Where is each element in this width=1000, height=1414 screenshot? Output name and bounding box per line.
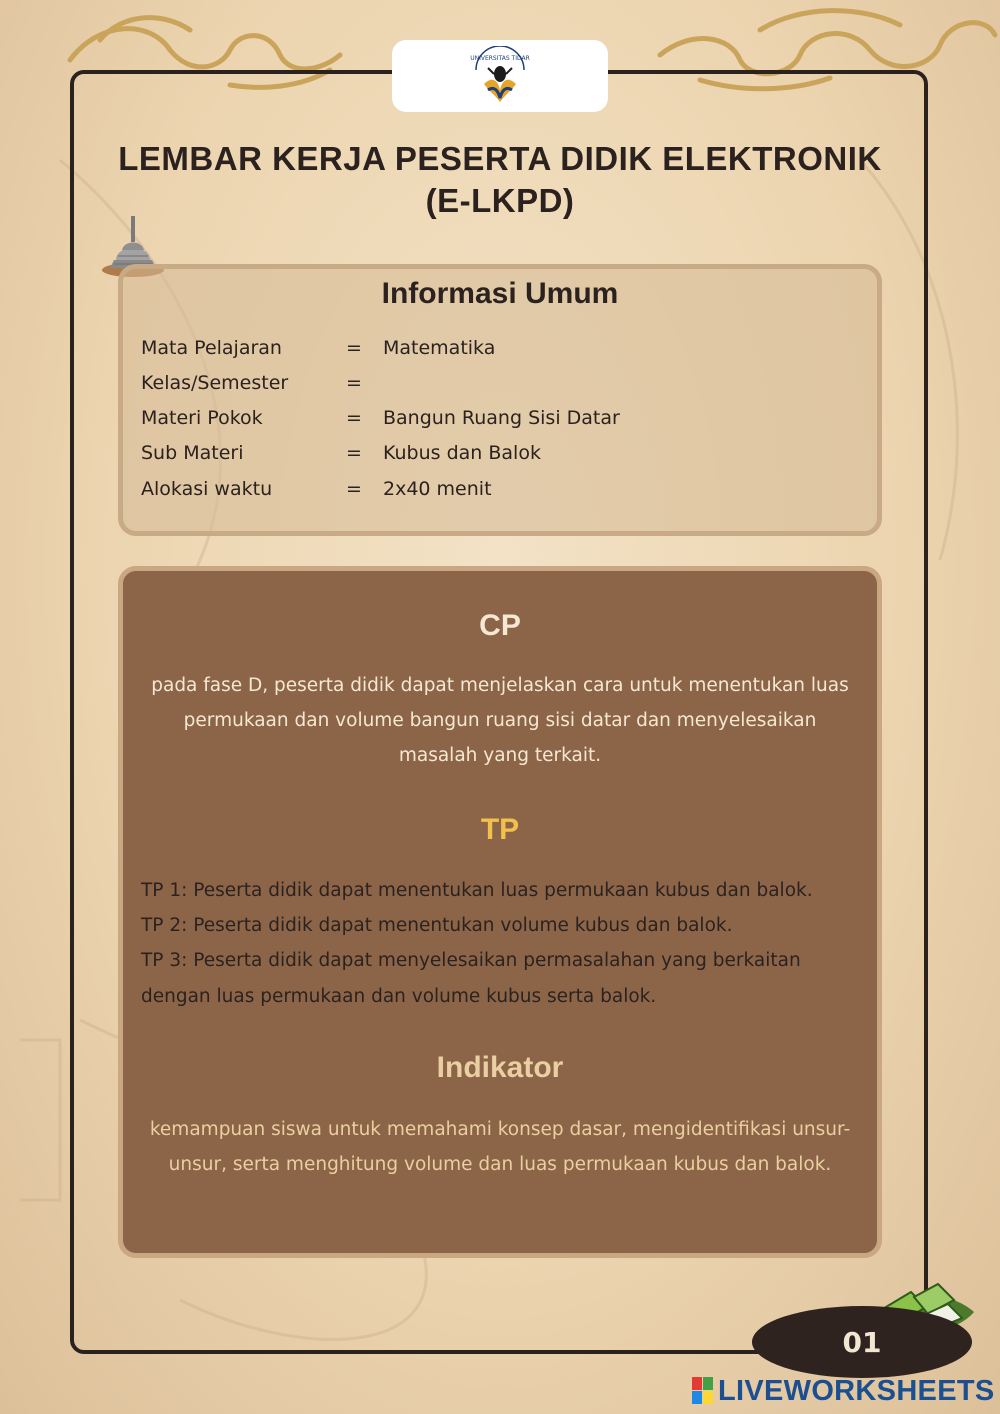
info-label: Kelas/Semester	[141, 372, 289, 394]
tp-line-2: TP 2: Peserta didik dapat menentukan volume kubus dan balok.	[141, 915, 733, 936]
page-number: 01	[752, 1306, 972, 1378]
title-line-2: (E-LKPD)	[425, 182, 575, 219]
cp-text: pada fase D, peserta didik dapat menjelaskan cara untuk menentukan luas permukaan dan volume bangun ruang sisi datar dan menyelesaikan masalah yang terkait.	[151, 675, 849, 766]
info-value: 2x40 menit	[383, 478, 492, 500]
liveworksheets-brand[interactable]	[692, 1374, 995, 1408]
info-label: Materi Pokok	[141, 407, 263, 429]
page-title	[90, 138, 910, 222]
info-label: Sub Materi	[141, 442, 244, 464]
tp-heading: TP	[480, 813, 520, 846]
info-label: Alokasi waktu	[141, 478, 273, 500]
info-separator: =	[346, 407, 362, 429]
indikator-heading: Indikator	[436, 1051, 564, 1084]
info-value: Kubus dan Balok	[383, 442, 541, 464]
indikator-text: kemampuan siswa untuk memahami konsep dasar, mengidentifikasi unsur-unsur, serta menghitung volume dan luas permukaan kubus dan balok.	[149, 1119, 851, 1175]
info-separator: =	[346, 478, 362, 500]
brand-name: LIVEWORKSHEETS	[718, 1374, 995, 1407]
info-separator: =	[346, 337, 362, 359]
tp-line-4: dengan luas permukaan dan volume kubus serta balok.	[141, 986, 657, 1007]
tp-line-3: TP 3: Peserta didik dapat menyelesaikan permasalahan yang berkaitan	[141, 950, 801, 971]
university-logo-icon	[470, 46, 530, 106]
info-value: Matematika	[383, 337, 496, 359]
liveworksheets-logo-icon	[692, 1377, 714, 1405]
cp-heading: CP	[479, 609, 521, 642]
info-title: Informasi Umum	[381, 277, 619, 310]
title-line-1: LEMBAR KERJA PESERTA DIDIK ELEKTRONIK	[118, 140, 882, 177]
info-value: Bangun Ruang Sisi Datar	[383, 407, 620, 429]
svg-text:UNIVERSITAS TIDAR: UNIVERSITAS TIDAR	[470, 55, 530, 62]
info-card	[118, 264, 882, 536]
content-card	[118, 566, 882, 1258]
tp-line-1: TP 1: Peserta didik dapat menentukan luas permukaan kubus dan balok.	[141, 880, 813, 901]
logo-box	[392, 40, 608, 112]
info-separator: =	[346, 442, 362, 464]
info-label: Mata Pelajaran	[141, 337, 282, 359]
info-separator: =	[346, 372, 362, 394]
